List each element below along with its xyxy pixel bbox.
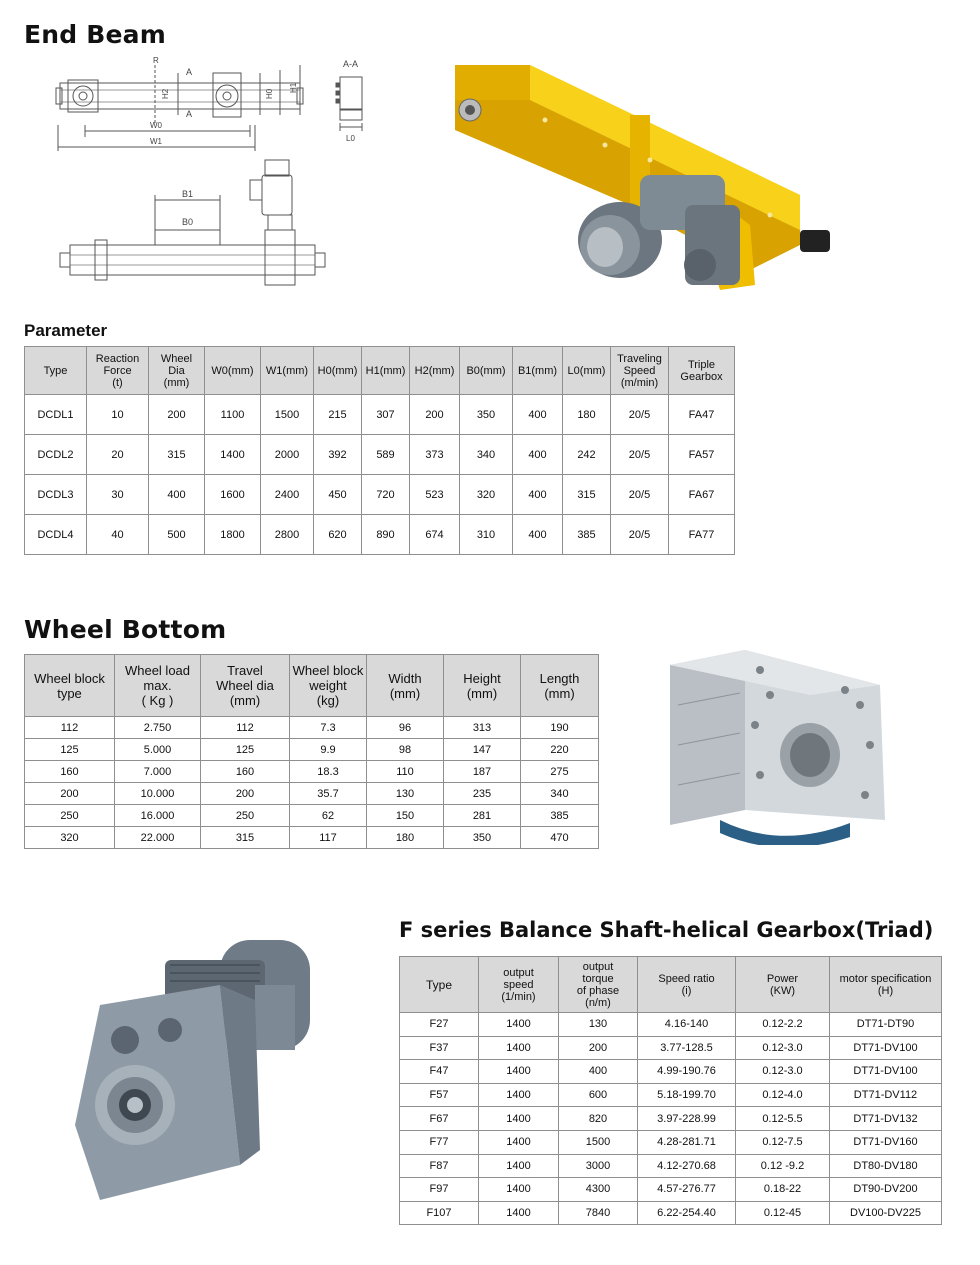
cell: 523: [410, 475, 460, 515]
cell: 147: [444, 739, 521, 761]
cell: 620: [314, 515, 362, 555]
cell: F27: [400, 1013, 479, 1037]
cell: 40: [87, 515, 149, 555]
cell: FA67: [669, 475, 735, 515]
cell: 10.000: [115, 783, 201, 805]
table-row: [400, 1154, 942, 1178]
cell: 20/5: [611, 515, 669, 555]
cell: 1400: [479, 1013, 559, 1037]
cell: 10: [87, 395, 149, 435]
col-h2: H2(mm): [410, 347, 460, 395]
cell: 125: [201, 739, 290, 761]
col-travel-wheel-dia: Travel Wheel dia (mm): [201, 655, 290, 717]
col-speed-ratio: Speed ratio (i): [638, 957, 736, 1013]
cell: 315: [201, 827, 290, 849]
col-wheel-dia: Wheel Dia (mm): [149, 347, 205, 395]
cell: DCDL3: [25, 475, 87, 515]
col-width: Width (mm): [367, 655, 444, 717]
cell: 1400: [479, 1036, 559, 1060]
cell: 117: [290, 827, 367, 849]
end-beam-technical-drawing: [50, 55, 380, 295]
cell: 112: [25, 717, 115, 739]
cell: 160: [201, 761, 290, 783]
cell: 373: [410, 435, 460, 475]
cell: 62: [290, 805, 367, 827]
cell: 1400: [479, 1083, 559, 1107]
cell: 215: [314, 395, 362, 435]
cell: 180: [367, 827, 444, 849]
table-row: [400, 1201, 942, 1225]
cell: 1500: [559, 1130, 638, 1154]
cell: 4300: [559, 1178, 638, 1202]
cell: 5.000: [115, 739, 201, 761]
end-beam-photo: [450, 55, 850, 300]
table-row: [25, 717, 599, 739]
table-row: [25, 739, 599, 761]
cell: 350: [444, 827, 521, 849]
cell: 674: [410, 515, 460, 555]
cell: 1400: [479, 1130, 559, 1154]
cell: 400: [513, 395, 563, 435]
cell: FA57: [669, 435, 735, 475]
cell: 110: [367, 761, 444, 783]
cell: DT80-DV180: [830, 1154, 942, 1178]
cell: 1400: [479, 1154, 559, 1178]
col-w1: W1(mm): [261, 347, 314, 395]
table-row: [400, 1083, 942, 1107]
cell: 130: [367, 783, 444, 805]
cell: 310: [460, 515, 513, 555]
label-aa: A-A: [343, 59, 359, 69]
label-b0: B0: [182, 217, 194, 227]
cell: F37: [400, 1036, 479, 1060]
cell: F77: [400, 1130, 479, 1154]
cell: 7.000: [115, 761, 201, 783]
cell: 5.18-199.70: [638, 1083, 736, 1107]
cell: 2800: [261, 515, 314, 555]
label-h0: H0: [265, 88, 274, 99]
col-triple-gearbox: Triple Gearbox: [669, 347, 735, 395]
col-traveling-speed: Traveling Speed (m/min): [611, 347, 669, 395]
parameter-title: Parameter: [24, 321, 108, 340]
col-type: Type: [25, 347, 87, 395]
col-output-speed: output speed (1/min): [479, 957, 559, 1013]
cell: DCDL4: [25, 515, 87, 555]
cell: 30: [87, 475, 149, 515]
table-row: [25, 475, 735, 515]
gearbox-photo: [70, 925, 320, 1210]
cell: 1800: [205, 515, 261, 555]
label-w1: W1: [150, 137, 162, 146]
cell: 130: [559, 1013, 638, 1037]
cell: 7840: [559, 1201, 638, 1225]
cell: 4.28-281.71: [638, 1130, 736, 1154]
col-reaction-force: Reaction Force (t): [87, 347, 149, 395]
cell: 470: [521, 827, 599, 849]
cell: 3.77-128.5: [638, 1036, 736, 1060]
cell: F107: [400, 1201, 479, 1225]
col-power: Power (KW): [736, 957, 830, 1013]
cell: 600: [559, 1083, 638, 1107]
cell: 0.12-45: [736, 1201, 830, 1225]
cell: 235: [444, 783, 521, 805]
wheel-bottom-table: [24, 654, 599, 849]
cell: 0.12-3.0: [736, 1036, 830, 1060]
label-w0: W0: [150, 121, 162, 130]
cell: 7.3: [290, 717, 367, 739]
gearbox-title: F series Balance Shaft-helical Gearbox(Triad): [399, 918, 934, 942]
label-h2: H2: [161, 88, 170, 99]
cell: 1400: [479, 1107, 559, 1131]
col-height: Height (mm): [444, 655, 521, 717]
cell: 400: [513, 435, 563, 475]
cell: DT90-DV200: [830, 1178, 942, 1202]
label-l0: L0: [346, 134, 355, 143]
table-row: [400, 1013, 942, 1037]
cell: 1400: [479, 1201, 559, 1225]
cell: 500: [149, 515, 205, 555]
table-row: [25, 783, 599, 805]
cell: 150: [367, 805, 444, 827]
cell: 400: [559, 1060, 638, 1084]
cell: DT71-DV112: [830, 1083, 942, 1107]
col-motor-spec: motor specification (H): [830, 957, 942, 1013]
cell: 125: [25, 739, 115, 761]
cell: DCDL1: [25, 395, 87, 435]
cell: 0.12-7.5: [736, 1130, 830, 1154]
col-type: Type: [400, 957, 479, 1013]
cell: 3000: [559, 1154, 638, 1178]
cell: 1500: [261, 395, 314, 435]
cell: 200: [559, 1036, 638, 1060]
cell: 3.97-228.99: [638, 1107, 736, 1131]
col-b0: B0(mm): [460, 347, 513, 395]
cell: F57: [400, 1083, 479, 1107]
parameter-table: [24, 346, 735, 555]
cell: 385: [563, 515, 611, 555]
cell: 4.57-276.77: [638, 1178, 736, 1202]
cell: 96: [367, 717, 444, 739]
end-beam-title: End Beam: [24, 20, 167, 49]
cell: 1400: [479, 1060, 559, 1084]
cell: 0.12-4.0: [736, 1083, 830, 1107]
cell: DT71-DT90: [830, 1013, 942, 1037]
table-row: [400, 1130, 942, 1154]
cell: 187: [444, 761, 521, 783]
cell: 400: [513, 515, 563, 555]
cell: 2000: [261, 435, 314, 475]
gearbox-table: [399, 956, 942, 1225]
cell: 160: [25, 761, 115, 783]
cell: 720: [362, 475, 410, 515]
cell: 20: [87, 435, 149, 475]
cell: 22.000: [115, 827, 201, 849]
gearbox-header-row: [400, 957, 942, 1013]
col-length: Length (mm): [521, 655, 599, 717]
cell: F47: [400, 1060, 479, 1084]
cell: F67: [400, 1107, 479, 1131]
table-row: [400, 1178, 942, 1202]
cell: 112: [201, 717, 290, 739]
table-row: [25, 805, 599, 827]
parameter-header-row: [25, 347, 735, 395]
cell: DT71-DV100: [830, 1036, 942, 1060]
cell: 0.12-5.5: [736, 1107, 830, 1131]
cell: 16.000: [115, 805, 201, 827]
cell: 35.7: [290, 783, 367, 805]
cell: 315: [563, 475, 611, 515]
col-b1: B1(mm): [513, 347, 563, 395]
cell: 450: [314, 475, 362, 515]
cell: 385: [521, 805, 599, 827]
cell: 250: [201, 805, 290, 827]
wheel-bottom-title: Wheel Bottom: [24, 615, 227, 644]
col-h0: H0(mm): [314, 347, 362, 395]
table-row: [400, 1060, 942, 1084]
cell: 0.12-3.0: [736, 1060, 830, 1084]
cell: DV100-DV225: [830, 1201, 942, 1225]
cell: 0.12 -9.2: [736, 1154, 830, 1178]
cell: 2.750: [115, 717, 201, 739]
col-wheel-block-type: Wheel block type: [25, 655, 115, 717]
cell: 180: [563, 395, 611, 435]
cell: 281: [444, 805, 521, 827]
cell: DCDL2: [25, 435, 87, 475]
cell: 400: [149, 475, 205, 515]
table-row: [25, 827, 599, 849]
cell: 307: [362, 395, 410, 435]
col-wheel-block-weight: Wheel block weight (kg): [290, 655, 367, 717]
cell: 340: [460, 435, 513, 475]
cell: 220: [521, 739, 599, 761]
cell: 275: [521, 761, 599, 783]
cell: 1400: [205, 435, 261, 475]
cell: 313: [444, 717, 521, 739]
cell: F97: [400, 1178, 479, 1202]
cell: FA77: [669, 515, 735, 555]
cell: 315: [149, 435, 205, 475]
table-row: [400, 1107, 942, 1131]
cell: 0.18-22: [736, 1178, 830, 1202]
label-b1: B1: [182, 189, 194, 199]
cell: 820: [559, 1107, 638, 1131]
cell: 190: [521, 717, 599, 739]
cell: 20/5: [611, 395, 669, 435]
cell: 392: [314, 435, 362, 475]
cell: 400: [513, 475, 563, 515]
cell: DT71-DV100: [830, 1060, 942, 1084]
cell: DT71-DV160: [830, 1130, 942, 1154]
cell: 0.12-2.2: [736, 1013, 830, 1037]
table-row: [25, 435, 735, 475]
label-a-bottom: A: [186, 109, 193, 119]
cell: 1400: [479, 1178, 559, 1202]
col-l0: L0(mm): [563, 347, 611, 395]
cell: 6.22-254.40: [638, 1201, 736, 1225]
table-row: [25, 395, 735, 435]
cell: 250: [25, 805, 115, 827]
table-row: [25, 761, 599, 783]
cell: 320: [25, 827, 115, 849]
col-output-torque: output torque of phase (n/m): [559, 957, 638, 1013]
cell: 200: [25, 783, 115, 805]
cell: 4.12-270.68: [638, 1154, 736, 1178]
cell: 320: [460, 475, 513, 515]
cell: 9.9: [290, 739, 367, 761]
cell: 20/5: [611, 475, 669, 515]
cell: 200: [410, 395, 460, 435]
cell: 200: [149, 395, 205, 435]
cell: 350: [460, 395, 513, 435]
cell: 98: [367, 739, 444, 761]
col-w0: W0(mm): [205, 347, 261, 395]
cell: DT71-DV132: [830, 1107, 942, 1131]
col-wheel-load: Wheel load max. ( Kg ): [115, 655, 201, 717]
cell: 20/5: [611, 435, 669, 475]
cell: 1600: [205, 475, 261, 515]
cell: 890: [362, 515, 410, 555]
cell: FA47: [669, 395, 735, 435]
table-row: [400, 1036, 942, 1060]
cell: 589: [362, 435, 410, 475]
label-h1: H1: [289, 82, 298, 93]
col-h1: H1(mm): [362, 347, 410, 395]
cell: 18.3: [290, 761, 367, 783]
cell: 4.16-140: [638, 1013, 736, 1037]
cell: 200: [201, 783, 290, 805]
cell: 4.99-190.76: [638, 1060, 736, 1084]
label-a-top: A: [186, 67, 193, 77]
wheel-bottom-header-row: [25, 655, 599, 717]
cell: 2400: [261, 475, 314, 515]
label-r: R: [153, 56, 159, 65]
cell: 340: [521, 783, 599, 805]
cell: 1100: [205, 395, 261, 435]
table-row: [25, 515, 735, 555]
cell: F87: [400, 1154, 479, 1178]
wheel-block-photo: [660, 645, 890, 845]
cell: 242: [563, 435, 611, 475]
